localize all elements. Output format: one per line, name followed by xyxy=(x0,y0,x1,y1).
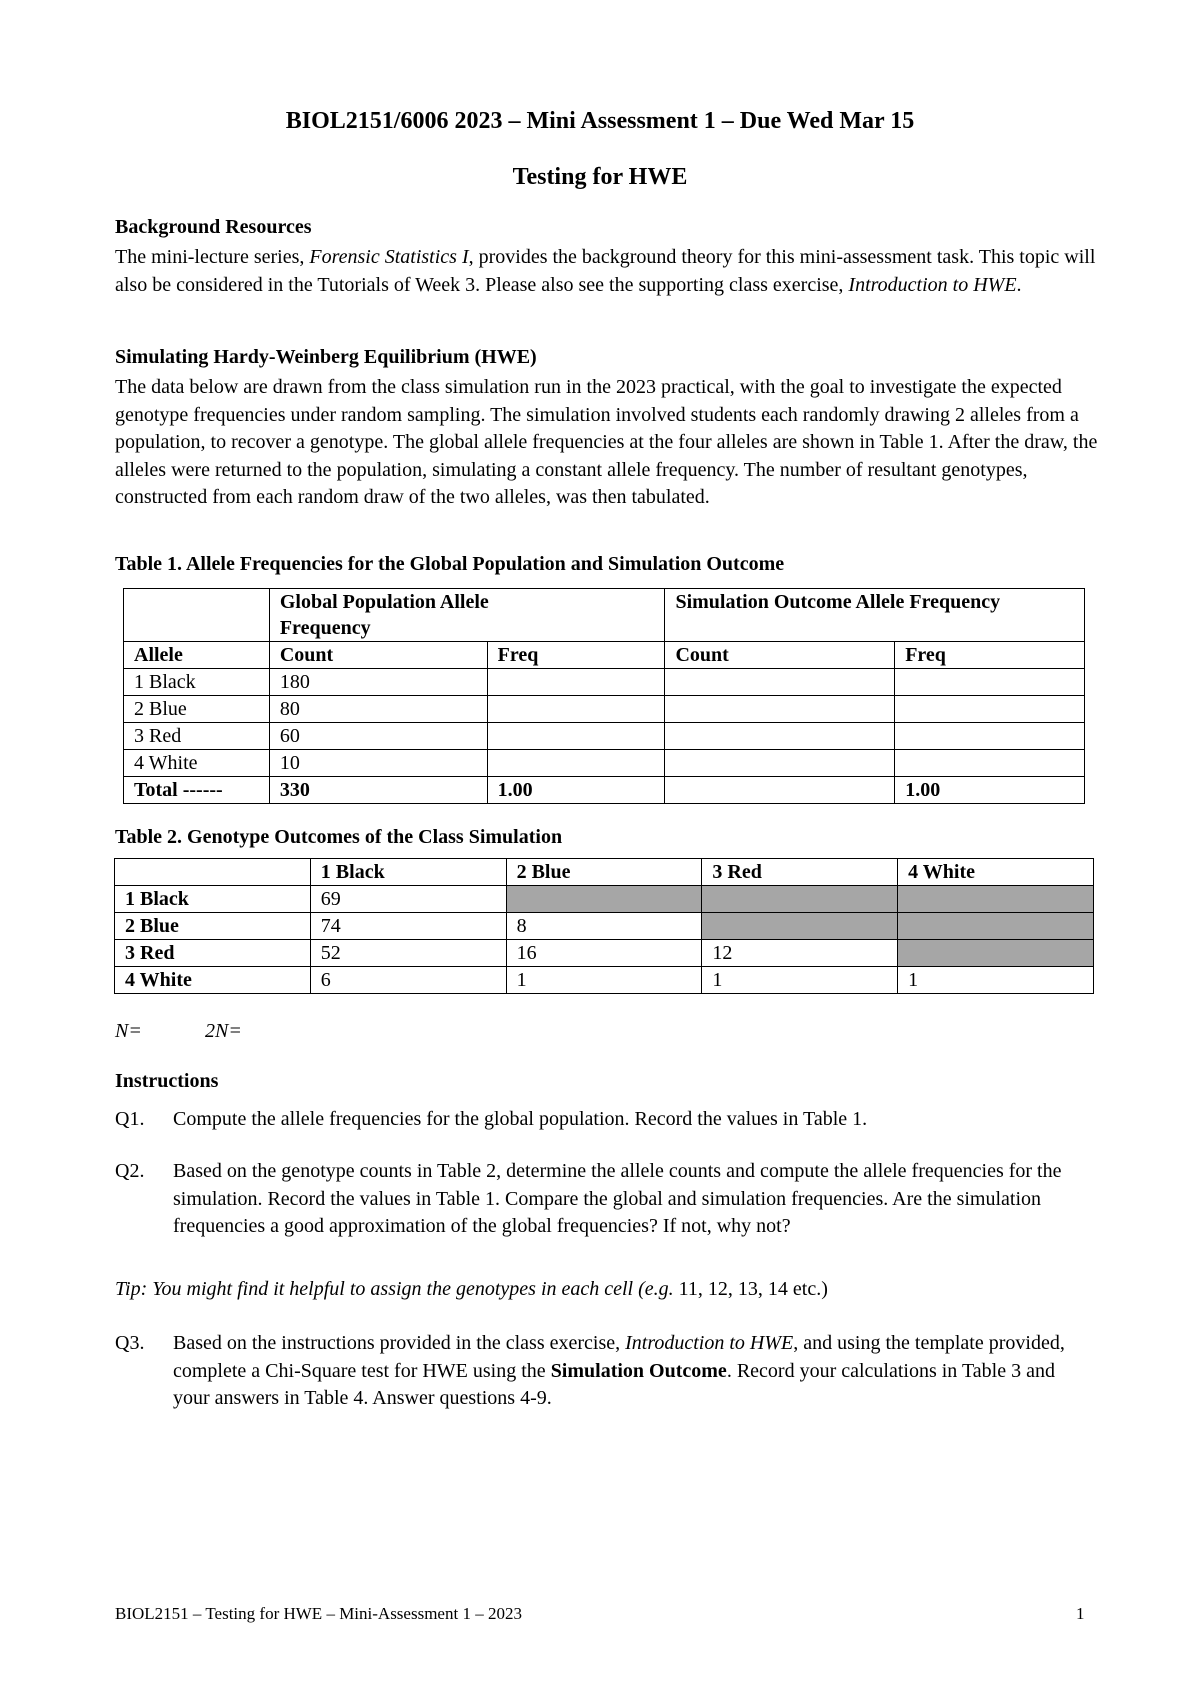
table1-header-sim-freq: Freq xyxy=(895,642,1085,669)
table1-sim-freq-cell xyxy=(895,723,1085,750)
table2-shaded-cell xyxy=(506,886,702,913)
document-subtitle: Testing for HWE xyxy=(512,164,688,190)
document-title: BIOL2151/6006 2023 – Mini Assessment 1 – Due Wed Mar 15 xyxy=(285,108,915,134)
table2-cell: 1 xyxy=(702,967,898,994)
table2-cell: 8 xyxy=(506,913,702,940)
table1 xyxy=(123,588,1085,804)
table2-cell: 12 xyxy=(702,940,898,967)
table2 xyxy=(114,858,1094,994)
table1-sim-total-count xyxy=(665,777,895,804)
table2-cell: 69 xyxy=(310,886,506,913)
table1-total-freq: 1.00 xyxy=(487,777,665,804)
table2-col-header: 1 Black xyxy=(310,859,506,886)
background-paragraph: The mini-lecture series, Forensic Statistics I, provides the background theory for this mini-assessment task. This topic will also be considered in the Tutorials of Week 3. Please also see the supporting class exercise, Introduction to HWE. xyxy=(115,246,1096,296)
table1-total-row xyxy=(124,777,1085,804)
table2-cell: 74 xyxy=(310,913,506,940)
table-row xyxy=(124,750,1085,777)
q2-text: Based on the genotype counts in Table 2, determine the allele counts and compute the allele frequencies for the simulation. Record the values in Table 1. Compare the global and simulation frequencies. Are the simulation frequencies a good approximation of the global frequencies? If not, why not? xyxy=(173,1160,1062,1237)
table2-caption: Table 2. Genotype Outcomes of the Class Simulation xyxy=(115,826,563,848)
table2-col-header: 2 Blue xyxy=(506,859,702,886)
table1-allele-cell: 4 White xyxy=(124,750,270,777)
table1-sim-count-cell xyxy=(665,750,895,777)
table1-sim-freq-cell xyxy=(895,750,1085,777)
table1-caption: Table 1. Allele Frequencies for the Global Population and Simulation Outcome xyxy=(115,553,785,575)
n-label: N= xyxy=(115,1020,142,1042)
table2-shaded-cell xyxy=(898,940,1094,967)
table1-header-allele: Allele xyxy=(124,642,270,669)
table2-cell: 52 xyxy=(310,940,506,967)
table1-group-simulation: Simulation Outcome Allele Frequency xyxy=(665,589,1085,642)
table1-allele-cell: 2 Blue xyxy=(124,696,270,723)
table2-col-header: 3 Red xyxy=(702,859,898,886)
simulating-heading: Simulating Hardy-Weinberg Equilibrium (HWE) xyxy=(115,346,537,368)
table-row xyxy=(115,913,1094,940)
table1-sim-count-cell xyxy=(665,723,895,750)
background-heading: Background Resources xyxy=(115,216,312,238)
table1-sim-count-cell xyxy=(665,669,895,696)
page-number: 1 xyxy=(1076,1604,1085,1623)
table2-row-header: 4 White xyxy=(115,967,311,994)
table1-count-cell: 60 xyxy=(269,723,487,750)
table1-sim-freq-cell xyxy=(895,696,1085,723)
q2-number: Q2. xyxy=(115,1160,145,1182)
q1-text: Compute the allele frequencies for the global population. Record the values in Table 1. xyxy=(173,1108,868,1130)
table1-freq-cell xyxy=(487,750,665,777)
table1-allele-cell: 3 Red xyxy=(124,723,270,750)
table-row xyxy=(124,669,1085,696)
table2-row-header: 1 Black xyxy=(115,886,311,913)
table1-corner xyxy=(124,589,270,642)
tip-text: Tip: You might find it helpful to assign the genotypes in each cell (e.g. 11, 12, 13, 14 etc.) xyxy=(115,1278,828,1300)
table1-freq-cell xyxy=(487,669,665,696)
table1-freq-cell xyxy=(487,696,665,723)
table1-group-global: Global Population Allele Frequency xyxy=(269,589,665,642)
table1-header-sim-count: Count xyxy=(665,642,895,669)
table-row xyxy=(115,940,1094,967)
table2-cell: 16 xyxy=(506,940,702,967)
table2-col-header: 4 White xyxy=(898,859,1094,886)
table1-header-count: Count xyxy=(269,642,487,669)
table2-shaded-cell xyxy=(702,913,898,940)
q1-number: Q1. xyxy=(115,1108,145,1130)
table2-shaded-cell xyxy=(898,886,1094,913)
simulating-paragraph: The data below are drawn from the class simulation run in the 2023 practical, with the goal to investigate the expected genotype frequencies under random sampling. The simulation involved students each randomly drawing 2 alleles from a population, to recover a genotype. The global allele frequencies at the four alleles are shown in Table 1. After the draw, the alleles were returned to the population, simulating a constant allele frequency. The number of resultant genotypes, constructed from each random draw of the two alleles, was then tabulated. xyxy=(115,376,1098,508)
q3-number: Q3. xyxy=(115,1332,145,1354)
table2-cell: 6 xyxy=(310,967,506,994)
table2-shaded-cell xyxy=(702,886,898,913)
footer-text: BIOL2151 – Testing for HWE – Mini-Assessment 1 – 2023 xyxy=(115,1604,522,1623)
table1-header-freq: Freq xyxy=(487,642,665,669)
table2-row-header: 2 Blue xyxy=(115,913,311,940)
instructions-heading: Instructions xyxy=(115,1070,219,1092)
question-q3 xyxy=(115,1330,1095,1413)
table2-cell: 1 xyxy=(898,967,1094,994)
table-row xyxy=(124,696,1085,723)
n2-label: 2N= xyxy=(205,1020,242,1042)
table1-count-cell: 180 xyxy=(269,669,487,696)
table2-row-header: 3 Red xyxy=(115,940,311,967)
table1-count-cell: 80 xyxy=(269,696,487,723)
table1-sim-total-freq: 1.00 xyxy=(895,777,1085,804)
table1-sim-freq-cell xyxy=(895,669,1085,696)
q3-text: Based on the instructions provided in the class exercise, Introduction to HWE, and using the template provided, complete a Chi-Square test for HWE using the Simulation Outcome. Record your calculations in Table 3 and your answers in Table 4. Answer questions 4-9. xyxy=(173,1332,1065,1409)
table1-count-cell: 10 xyxy=(269,750,487,777)
table1-total-count: 330 xyxy=(269,777,487,804)
question-q1 xyxy=(115,1106,1095,1134)
table1-sim-count-cell xyxy=(665,696,895,723)
table-row xyxy=(115,967,1094,994)
table1-allele-cell: 1 Black xyxy=(124,669,270,696)
table2-corner xyxy=(115,859,311,886)
table2-cell: 1 xyxy=(506,967,702,994)
table-row xyxy=(124,723,1085,750)
table1-total-label: Total ------ xyxy=(124,777,270,804)
question-q2 xyxy=(115,1158,1095,1241)
table-row xyxy=(115,886,1094,913)
table2-shaded-cell xyxy=(898,913,1094,940)
table1-freq-cell xyxy=(487,723,665,750)
